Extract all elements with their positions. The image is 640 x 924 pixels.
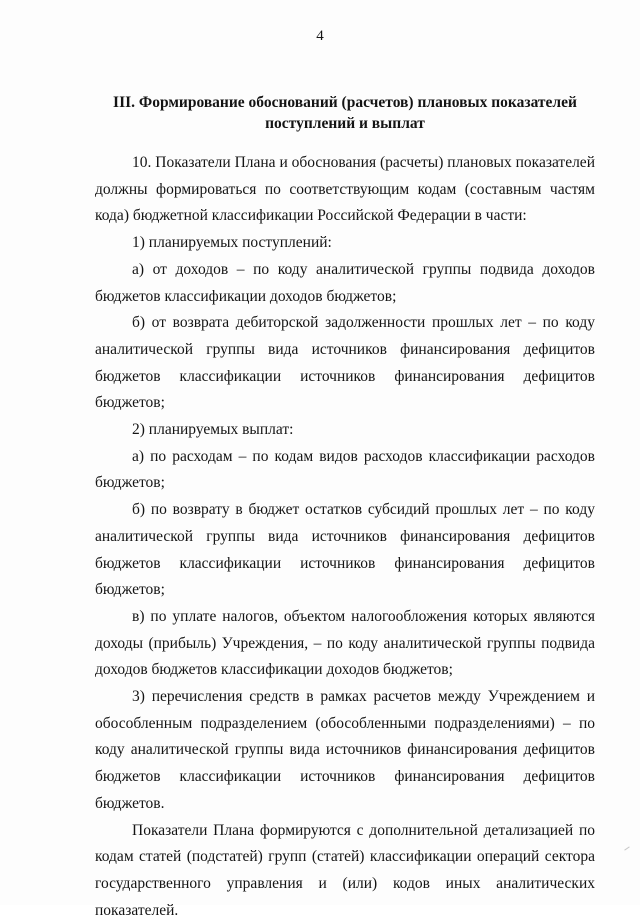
page-number: 4 (316, 28, 324, 44)
section-heading-line-2: поступлений и выплат (265, 115, 425, 132)
body-text (95, 150, 595, 924)
paragraph-planned-payments: 2) планируемых выплат: (132, 421, 294, 439)
paragraph-detailing: Показатели Плана формируются с дополнительной детализацией по кодам статей (подстатей) групп (статей) классификации операций сектора государственного управления и (или) кодов иных аналитических показателей. (95, 821, 595, 919)
paragraph-payments-c: в) по уплате налогов, объектом налогообложения которых являются доходы (прибыль) Учреждения, – по коду аналитической группы подвида доходов бюджетов классификации доходов бюджетов; (95, 607, 595, 679)
scan-speck (624, 846, 629, 850)
paragraph-10-intro: 10. Показатели Плана и обоснования (расчеты) плановых показателей должны формироваться по соответствующим кодам (составным частям кода) бюджетной классификации Российской Федерации в части: (95, 154, 595, 225)
paragraph-transfers: 3) перечисления средств в рамках расчетов между Учреждением и обособленным подразделением (обособленными подразделениями) – по коду аналитической группы вида источников финансирования дефицитов бюджетов классификации источников финансирования дефицитов бюджетов. (95, 688, 595, 812)
paragraph-payments-a: а) по расходам – по кодам видов расходов классификации расходов бюджетов; (95, 447, 595, 492)
paragraph-receipts-a: а) от доходов – по коду аналитической группы подвида доходов бюджетов классификации доходов бюджетов; (95, 260, 595, 305)
section-heading-line-1: III. Формирование обоснований (расчетов) плановых показателей (113, 94, 577, 111)
paragraph-receipts-b: б) от возврата дебиторской задолженности прошлых лет – по коду аналитической группы вида источников финансирования дефицитов бюджетов классификации источников финансирования дефицитов бюджетов; (95, 314, 595, 412)
paragraph-planned-receipts: 1) планируемых поступлений: (132, 234, 332, 252)
section-heading (95, 92, 595, 134)
paragraph-payments-b: б) по возврату в бюджет остатков субсидий прошлых лет – по коду аналитической группы вида источников финансирования дефицитов бюджетов классификации источников финансирования дефицитов бюджетов; (95, 501, 595, 599)
